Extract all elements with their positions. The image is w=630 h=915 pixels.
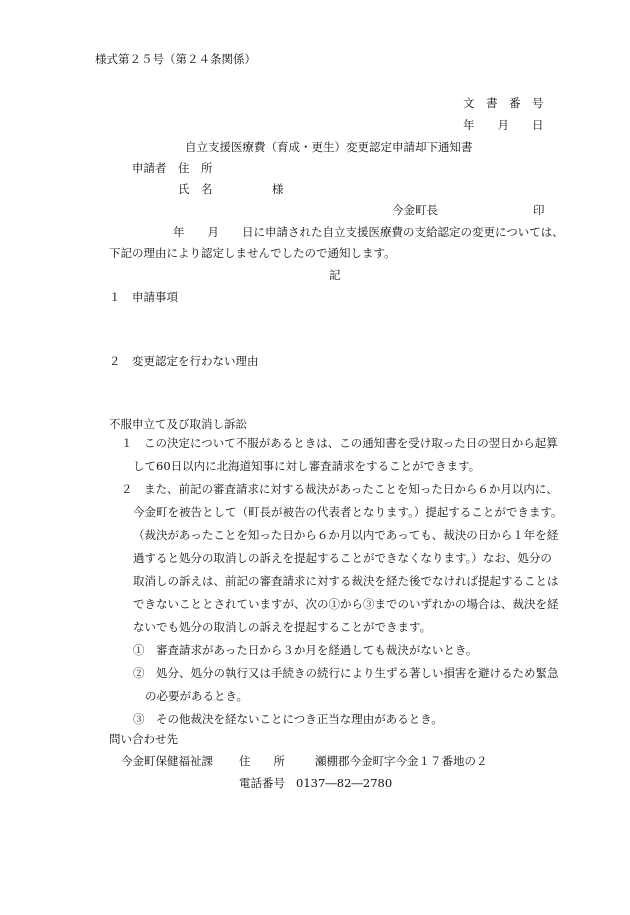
form-number: 様式第２５号（第２４条関係） — [95, 52, 256, 66]
appeal-para2-line5: 取消しの訴えは、前記の審査請求に対する裁決を経た後でなければ提起することは — [133, 574, 559, 588]
appeal-para2-line4: 過すると処分の取消しの訴えを提起することができなくなります。）なお、処分の — [133, 551, 552, 565]
section-rejection-reason: ２ 変更認定を行わない理由 — [109, 354, 259, 368]
applicant-label: 申請者 — [132, 161, 167, 175]
appeal-para2-line6: できないこととされていますが、次の①から③までのいずれかの場合は、裁決を経 — [133, 597, 559, 611]
contact-department: 今金町保健福祉課 — [121, 754, 213, 768]
contact-address-label: 住 所 — [239, 754, 285, 768]
applicant-honorific: 様 — [272, 182, 284, 196]
document-number-label: 文 書 番 号 — [463, 96, 544, 110]
appeal-para2-line2: 今金町を被告として（町長が被告の代表者となります。）提起することができます。 — [133, 505, 563, 519]
date-label: 年 月 日 — [463, 118, 544, 132]
appeal-case-2-line2: の必要があるとき。 — [145, 689, 249, 703]
appeal-case-2-line1: ② 処分、処分の執行又は手続きの続行により生ずる著しい損害を避けるため緊急 — [133, 666, 559, 680]
contact-heading: 問い合わせ先 — [109, 732, 178, 746]
appeal-para2-line3: （裁決があったことを知った日から６か月以内であっても、裁決の日から１年を経 — [133, 528, 559, 542]
appeal-para2-line1: ２ また、前記の審査請求に対する裁決があったことを知った日から６か月以内に、 — [121, 482, 558, 496]
ki-label: 記 — [329, 268, 341, 282]
page-title: 自立支援医療費（育成・更生）変更認定申請却下通知書 — [185, 140, 473, 154]
appeal-heading: 不服申立て及び取消し訴訟 — [109, 417, 247, 431]
appeal-case-1: ① 審査請求があった日から３か月を経過しても裁決がないとき。 — [133, 643, 478, 657]
intro-line-1: 年 月 日に申請された自立支援医療費の支給認定の変更については、 — [173, 225, 564, 239]
appeal-para2-line7: ないでも処分の取消しの訴えを提起することができます。 — [133, 620, 432, 634]
applicant-name-label: 氏 名 — [178, 182, 213, 196]
applicant-address-label: 住 所 — [178, 161, 213, 175]
intro-line-2: 下記の理由により認定しませんでしたので通知します。 — [109, 246, 396, 260]
appeal-para1-line2: して60日以内に北海道知事に対し審査請求をすることができます。 — [133, 459, 481, 473]
contact-phone: 0137―82―2780 — [296, 776, 393, 790]
seal-mark: 印 — [533, 203, 545, 217]
contact-phone-label: 電話番号 — [239, 776, 285, 790]
section-application-items: １ 申請事項 — [109, 290, 178, 304]
contact-address: 瀬棚郡今金町字今金１７番地の２ — [315, 754, 488, 768]
appeal-para1-line1: １ この決定について不服があるときは、この通知書を受け取った日の翌日から起算 — [121, 436, 558, 450]
issuer-name: 今金町長 — [392, 203, 438, 217]
appeal-case-3: ③ その他裁決を経ないことにつき正当な理由があるとき。 — [133, 712, 443, 726]
